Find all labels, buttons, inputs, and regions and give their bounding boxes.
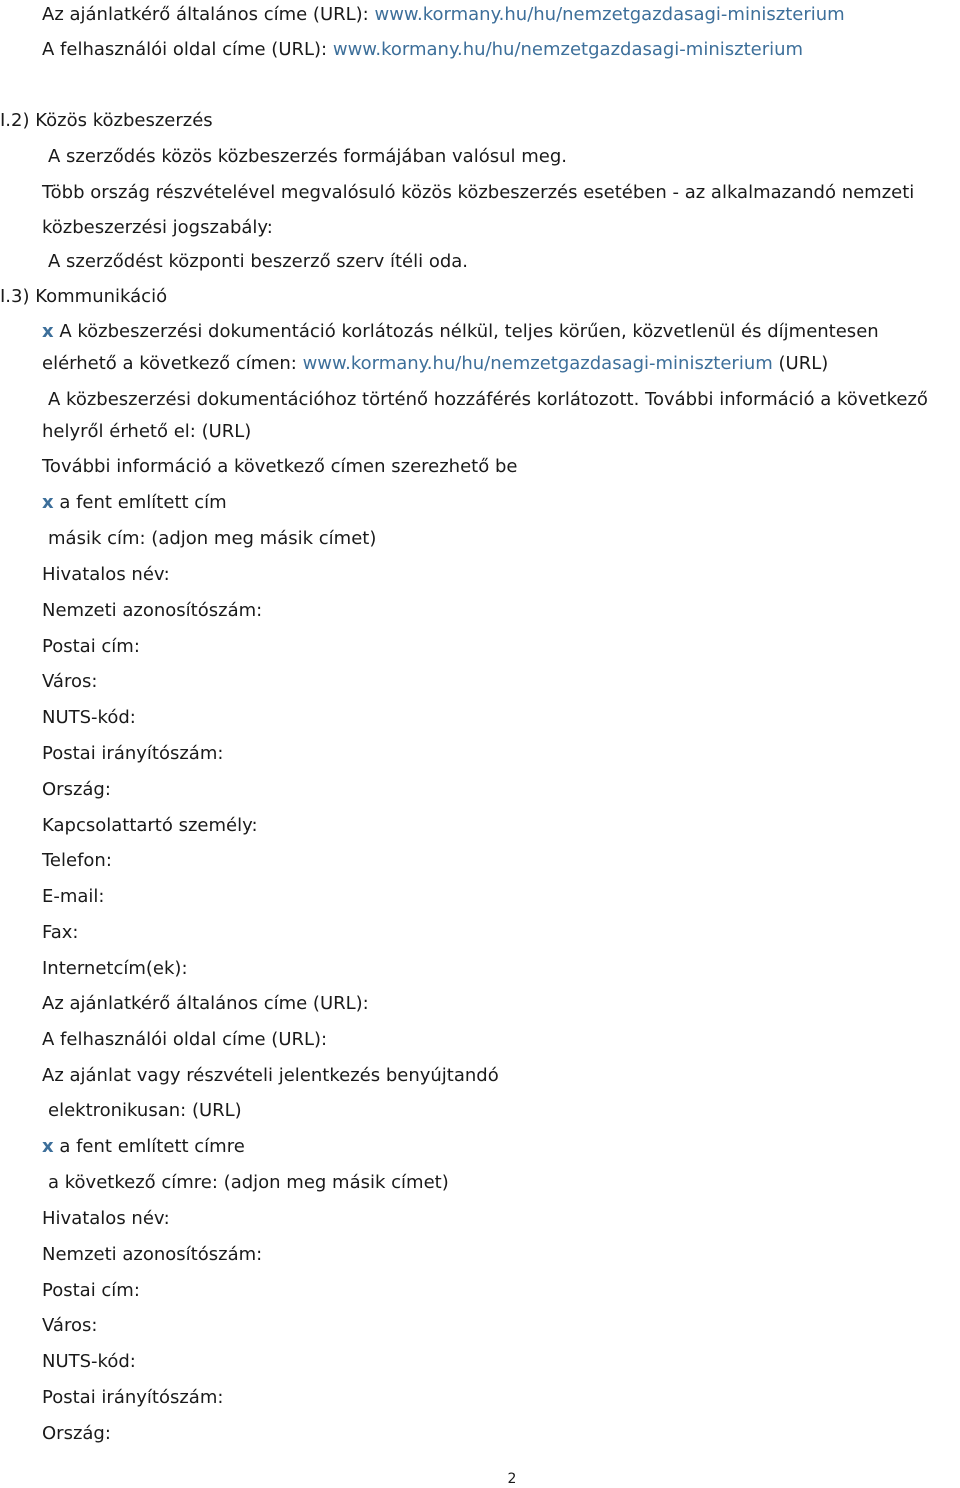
field-label: Az ajánlatkérő általános címe (URL): [42,993,369,1014]
law-line: közbeszerzési jogszabály: [42,217,273,238]
field-label: Kapcsolattartó személy: [42,815,258,836]
checkbox-mark: x [42,492,54,513]
following-address-line: a következő címre: (adjon meg másik címet) [48,1172,449,1193]
buyer-profile-link[interactable]: www.kormany.hu/hu/nemzetgazdasagi-miniszterium [332,39,804,60]
field-label: Postai irányítószám: [42,743,224,764]
electronic-line: elektronikusan: (URL) [48,1100,242,1121]
buyer-profile-label: A felhasználói oldal címe (URL): [42,39,333,60]
checkbox-mark: x [42,1136,54,1157]
section-i3-heading: I.3) Kommunikáció [0,286,168,307]
central-body-line: A szerződést központi beszerző szerv ítéli oda. [48,251,469,272]
field-label: Ország: [42,1423,111,1444]
field-label: Fax: [42,922,79,943]
field-label: NUTS-kód: [42,1351,136,1372]
field-label: Hivatalos név: [42,564,170,585]
restricted-line-2: helyről érhető el: (URL) [42,421,252,442]
field-label: Nemzeti azonosítószám: [42,600,263,621]
checkbox-mark: x [42,321,54,342]
field-label: Internetcím(ek): [42,958,188,979]
above-address-line-2 [42,1136,245,1158]
field-label: Város: [42,1315,98,1336]
above-address-line [42,492,227,514]
restricted-line: A közbeszerzési dokumentációhoz történő hozzáférés korlátozott. További információ a következő [48,389,928,410]
docs-access-text: A közbeszerzési dokumentáció korlátozás nélkül, teljes körűen, közvetlenül és díjmentesen [53,321,879,342]
field-label: Nemzeti azonosítószám: [42,1244,263,1265]
field-label: NUTS-kód: [42,707,136,728]
field-label: Postai cím: [42,636,140,657]
general-url-line [42,4,845,26]
field-label: E-mail: [42,886,105,907]
field-label: Város: [42,671,98,692]
joint-procurement-line: A szerződés közös közbeszerzés formájában valósul meg. [48,146,567,167]
field-label: Hivatalos név: [42,1208,170,1229]
docs-url-link[interactable]: www.kormany.hu/hu/nemzetgazdasagi-miniszterium [302,353,773,374]
section-i2-heading: I.2) Közös közbeszerzés [0,110,213,131]
general-url-label: Az ajánlatkérő általános címe (URL): [42,4,375,25]
more-info-line: További információ a következő címen szerezhető be [42,456,518,477]
general-url-link[interactable]: www.kormany.hu/hu/nemzetgazdasagi-miniszterium [374,4,845,25]
field-label: A felhasználói oldal címe (URL): [42,1029,328,1050]
docs-access-line [42,321,879,343]
field-label: Postai irányítószám: [42,1387,224,1408]
field-label: Ország: [42,779,111,800]
field-label: Postai cím: [42,1280,140,1301]
docs-url-suffix: (URL) [772,353,829,374]
above-address-text-2: a fent említett címre [53,1136,245,1157]
field-label: Telefon: [42,850,112,871]
above-address-text: a fent említett cím [53,492,227,513]
other-address-line: másik cím: (adjon meg másik címet) [48,528,377,549]
buyer-profile-line [42,39,803,61]
multi-country-line: Több ország részvételével megvalósuló közös közbeszerzés esetében - az alkalmazandó nemzeti [42,182,915,203]
submit-line: Az ajánlat vagy részvételi jelentkezés benyújtandó [42,1065,499,1086]
docs-url-prefix: elérhető a következő címen: [42,353,303,374]
docs-url-line [42,353,828,375]
page-number: 2 [507,1471,517,1487]
